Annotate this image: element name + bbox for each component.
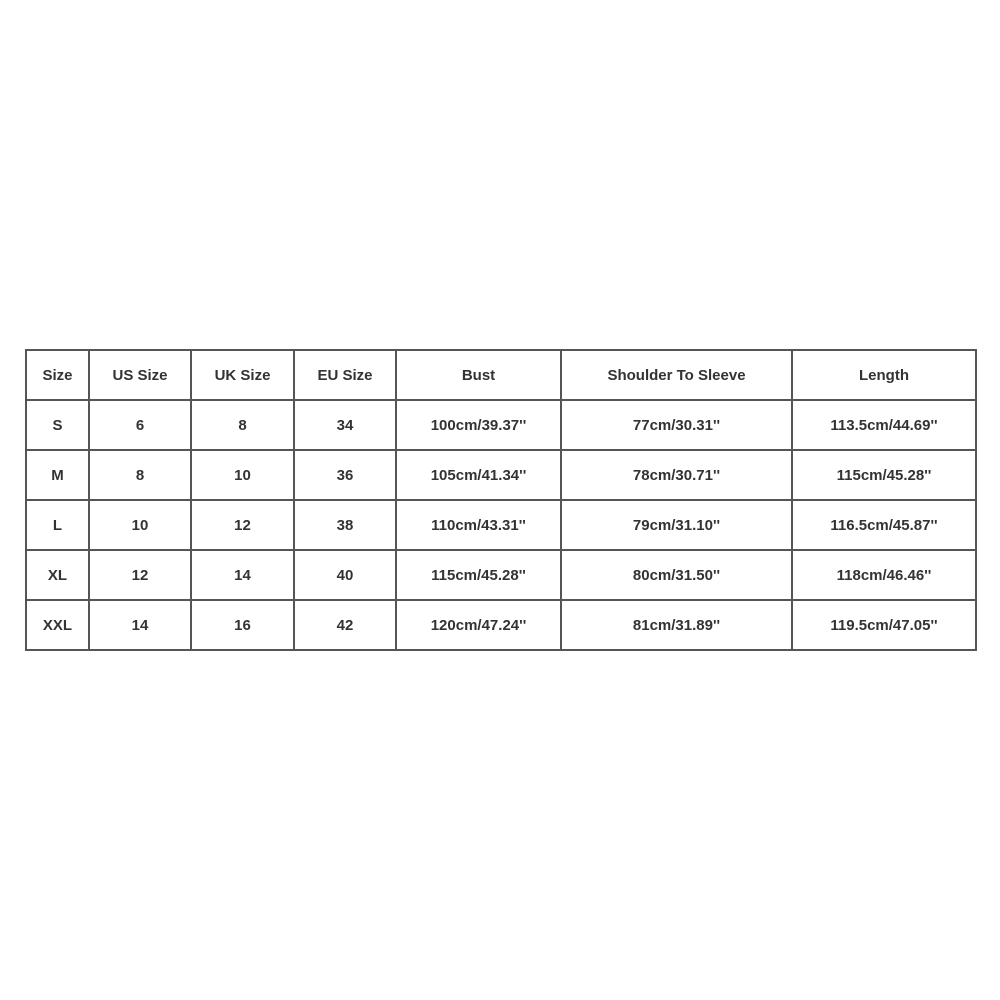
cell-size: M [26, 450, 89, 500]
size-chart-body [26, 400, 976, 650]
cell-bust: 110cm/43.31'' [396, 500, 561, 550]
cell-shoulder-to-sleeve: 81cm/31.89'' [561, 600, 792, 650]
cell-eu-size: 34 [294, 400, 396, 450]
cell-us-size: 10 [89, 500, 191, 550]
cell-bust: 100cm/39.37'' [396, 400, 561, 450]
cell-uk-size: 16 [191, 600, 294, 650]
cell-shoulder-to-sleeve: 78cm/30.71'' [561, 450, 792, 500]
header-size: Size [26, 350, 89, 400]
cell-eu-size: 40 [294, 550, 396, 600]
cell-size: L [26, 500, 89, 550]
table-row [26, 400, 976, 450]
cell-shoulder-to-sleeve: 80cm/31.50'' [561, 550, 792, 600]
cell-size: XXL [26, 600, 89, 650]
header-eu-size: EU Size [294, 350, 396, 400]
size-chart-table [25, 349, 977, 651]
cell-uk-size: 10 [191, 450, 294, 500]
cell-size: XL [26, 550, 89, 600]
cell-bust: 105cm/41.34'' [396, 450, 561, 500]
cell-eu-size: 38 [294, 500, 396, 550]
cell-length: 118cm/46.46'' [792, 550, 976, 600]
header-shoulder-to-sleeve: Shoulder To Sleeve [561, 350, 792, 400]
cell-size: S [26, 400, 89, 450]
cell-uk-size: 8 [191, 400, 294, 450]
cell-bust: 115cm/45.28'' [396, 550, 561, 600]
cell-eu-size: 36 [294, 450, 396, 500]
table-row [26, 450, 976, 500]
cell-uk-size: 12 [191, 500, 294, 550]
cell-us-size: 12 [89, 550, 191, 600]
cell-eu-size: 42 [294, 600, 396, 650]
cell-us-size: 8 [89, 450, 191, 500]
cell-bust: 120cm/47.24'' [396, 600, 561, 650]
cell-us-size: 14 [89, 600, 191, 650]
header-uk-size: UK Size [191, 350, 294, 400]
header-length: Length [792, 350, 976, 400]
header-row [26, 350, 976, 400]
cell-length: 113.5cm/44.69'' [792, 400, 976, 450]
size-chart-header [26, 350, 976, 400]
cell-length: 119.5cm/47.05'' [792, 600, 976, 650]
table-row [26, 500, 976, 550]
cell-shoulder-to-sleeve: 79cm/31.10'' [561, 500, 792, 550]
cell-shoulder-to-sleeve: 77cm/30.31'' [561, 400, 792, 450]
header-bust: Bust [396, 350, 561, 400]
cell-us-size: 6 [89, 400, 191, 450]
cell-length: 115cm/45.28'' [792, 450, 976, 500]
table-row [26, 550, 976, 600]
cell-length: 116.5cm/45.87'' [792, 500, 976, 550]
header-us-size: US Size [89, 350, 191, 400]
cell-uk-size: 14 [191, 550, 294, 600]
table-row [26, 600, 976, 650]
